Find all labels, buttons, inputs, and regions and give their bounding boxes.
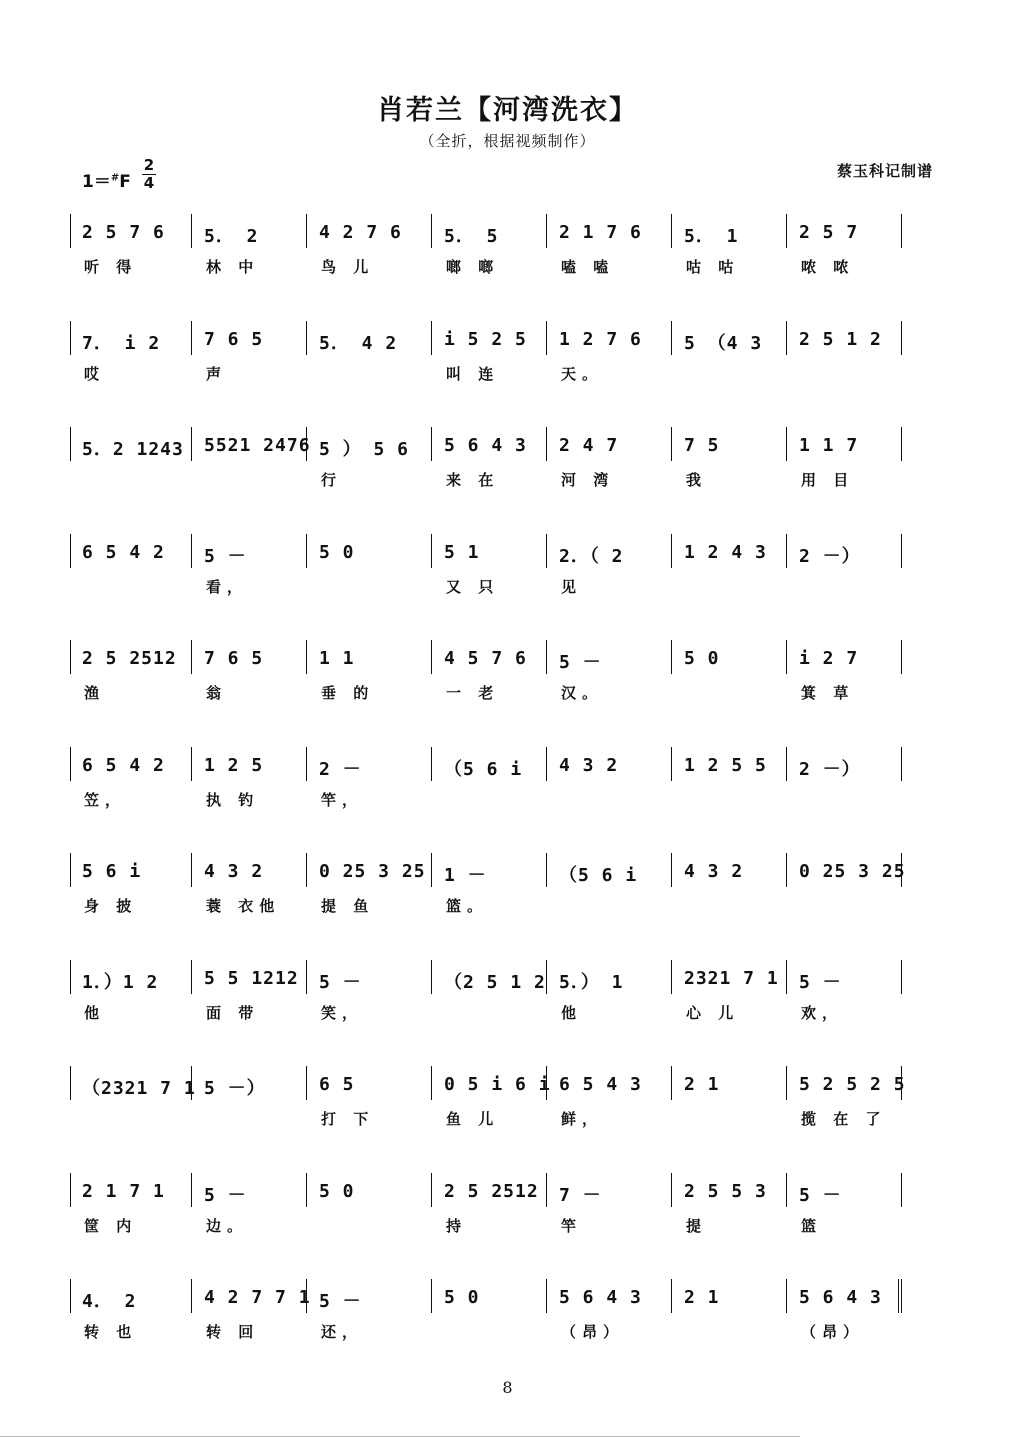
measure-notes: 1．）1 2 [82, 971, 159, 993]
measure-notes: 7 － [559, 1184, 602, 1206]
staff-line [70, 413, 945, 493]
measure-notes: 5 － [204, 545, 247, 567]
measure-notes: 1 － [444, 865, 487, 886]
measure [307, 960, 432, 1020]
measure-lyrics: 一 老 [446, 684, 500, 702]
measure-notes: 2 4 7 [559, 435, 619, 456]
measure [307, 1173, 432, 1233]
measure-notes: 1 2 7 6 [559, 328, 642, 350]
measure-lyrics: 箕 草 [801, 684, 855, 702]
measure [432, 640, 547, 700]
measure [307, 1066, 432, 1126]
staff-line [70, 307, 945, 387]
measure-notes: 5 － [799, 1184, 842, 1206]
measure [192, 214, 307, 274]
measure [192, 960, 307, 1020]
staff-line [70, 733, 945, 813]
measure-lyrics: 来 在 [446, 471, 500, 489]
measure-notes: i 5 2 5 [444, 328, 527, 350]
measure [307, 427, 432, 487]
staff-line [70, 520, 945, 600]
measure-lyrics: 鸟 儿 [321, 258, 375, 276]
barline [901, 960, 902, 994]
measure [432, 853, 547, 913]
measure-notes: 5．2 1243 [82, 439, 184, 460]
measure-notes: 4 2 7 7 1 [204, 1287, 311, 1308]
measure-notes: 2 －） [799, 545, 861, 567]
barline [901, 214, 902, 248]
measure-lyrics: 听 得 [84, 258, 138, 276]
measure-notes: 6 5 4 2 [82, 541, 165, 563]
measure-lyrics: 他 [84, 1003, 106, 1022]
measure-notes: 1 2 5 [204, 754, 264, 776]
measure-lyrics: 见 [561, 577, 583, 596]
measure [672, 853, 787, 913]
measure [432, 1279, 547, 1339]
measure-lyrics: 提 [686, 1216, 708, 1235]
measure-notes: 7． i 2 [82, 332, 161, 354]
measure [787, 640, 902, 700]
measure [307, 853, 432, 913]
measure [192, 640, 307, 700]
measure-lyrics: 篮。 [446, 897, 489, 915]
measure-lyrics: 提 鱼 [321, 897, 375, 915]
measure-notes: 4 3 2 [559, 754, 619, 776]
measure-notes: 5 6 i [82, 861, 142, 882]
barline [901, 427, 902, 461]
measure [547, 1066, 672, 1126]
measure-lyrics: 打 下 [321, 1110, 375, 1128]
measure-lyrics: 他 [561, 1003, 583, 1022]
measure-notes: （2 5 1 2 [444, 971, 546, 993]
measure-lyrics: 筐 内 [84, 1216, 138, 1235]
measure-lyrics: 啷 啷 [446, 258, 500, 276]
staff-line [70, 1265, 945, 1345]
measure-notes: 2 － [319, 758, 362, 780]
measure [672, 1066, 787, 1126]
measure [307, 640, 432, 700]
measure-notes: 1 2 4 3 [684, 541, 767, 563]
measure-lyrics: 哝 哝 [801, 258, 855, 276]
measure-notes: i 2 7 [799, 648, 859, 669]
measure [192, 1279, 311, 1341]
measure [547, 853, 672, 913]
measure-notes: 5 － [319, 971, 362, 993]
measure [307, 747, 432, 807]
measure [672, 427, 787, 487]
measure [672, 214, 787, 274]
measure [70, 747, 192, 807]
measure [70, 534, 192, 594]
measure-notes: 1 1 [319, 648, 355, 669]
measure-notes: 5 0 [444, 1287, 480, 1308]
measure-notes: 4． 2 [82, 1291, 137, 1312]
measure-notes: 5 6 4 3 [799, 1287, 882, 1308]
measure [672, 640, 787, 700]
measure [192, 427, 311, 487]
measure-notes: 0 25 3 25 [319, 861, 426, 882]
measure-notes: 5 － [799, 971, 842, 993]
measure-notes: 5 （4 3 [684, 332, 763, 354]
measure [192, 1066, 307, 1126]
measure-lyrics: 竿 [561, 1216, 583, 1235]
score-subtitle: （全折，根据视频制作） [419, 132, 596, 150]
measure-lyrics: 垂 的 [321, 684, 375, 702]
measure [70, 427, 192, 487]
measure [432, 214, 547, 274]
score-title: 肖若兰【河湾洗衣】 [377, 95, 638, 126]
measure-notes: 6 5 [319, 1074, 355, 1095]
measure-lyrics: 翁 [206, 684, 228, 702]
measure-notes: 2 5 5 3 [684, 1180, 767, 1202]
measure-notes: 2 －） [799, 758, 861, 780]
measure [547, 747, 672, 807]
measure [432, 960, 547, 1020]
staff-line [70, 1052, 945, 1132]
staff-line [70, 839, 945, 919]
measure-notes: 5 － [204, 1184, 247, 1206]
measure-lyrics: 蓑 衣他 [206, 897, 281, 915]
measure-notes: 5． 4 2 [319, 332, 398, 354]
measure-lyrics: 咕 咕 [686, 258, 740, 276]
meter-bottom: 4 [143, 174, 155, 192]
measure [70, 1279, 192, 1339]
measure-notes: 2 5 1 2 [799, 328, 882, 350]
measure-lyrics: 渔 [84, 684, 106, 702]
measure [787, 214, 902, 274]
measure-lyrics: 哎 [84, 364, 106, 383]
measure [672, 1279, 787, 1339]
measure-lyrics: 又 只 [446, 577, 500, 596]
measure-lyrics: 汉。 [561, 684, 604, 702]
measure-lyrics: 声 [206, 364, 228, 383]
measure [787, 960, 902, 1020]
measure-lyrics: 篮 [801, 1216, 823, 1235]
measure-lyrics: （昂） [561, 1323, 625, 1341]
measure [307, 534, 432, 594]
measure-notes: 2 5 2512 [444, 1180, 539, 1202]
measure-notes: 4 2 7 6 [319, 222, 402, 243]
measure-notes: 5 － [319, 1291, 362, 1312]
measure-notes: 5．） 1 [559, 971, 624, 993]
measure-notes: （5 6 i [559, 865, 638, 886]
measure [787, 1066, 906, 1128]
measure-lyrics: 竿， [321, 790, 364, 809]
bottom-rule [0, 1436, 800, 1437]
measure-lyrics: 揽 在 了 [801, 1110, 887, 1128]
measure-lyrics: （昂） [801, 1323, 865, 1341]
measure-notes: 2 1 [684, 1287, 720, 1308]
measure-notes: 5 6 4 3 [444, 435, 527, 456]
staff-line [70, 1159, 945, 1239]
measure [70, 853, 192, 913]
barline [901, 853, 902, 887]
measure-lyrics: 看， [206, 577, 249, 596]
measure-notes: 5 － [559, 652, 602, 673]
measure [192, 853, 307, 913]
measure [547, 1279, 672, 1339]
measure [192, 321, 307, 381]
measure-notes: 4 3 2 [684, 861, 744, 882]
measure-notes: 5 0 [319, 1180, 355, 1202]
measure-lyrics: 还， [321, 1323, 364, 1341]
measure [547, 960, 672, 1020]
measure [70, 321, 192, 381]
measure-lyrics: 我 [686, 471, 708, 489]
key-prefix: 1＝ [82, 172, 111, 192]
barline [901, 534, 902, 568]
measure [70, 1173, 192, 1233]
measure-lyrics: 嗑 嗑 [561, 258, 615, 276]
measure [432, 534, 547, 594]
measure [432, 321, 547, 381]
page-number: 8 [502, 1378, 513, 1397]
measure-lyrics: 面 带 [206, 1003, 260, 1022]
measure-lyrics: 鱼 儿 [446, 1110, 500, 1128]
measure-notes: 5 1 [444, 541, 480, 563]
measure-lyrics: 转 也 [84, 1323, 138, 1341]
measure-lyrics: 鲜， [561, 1110, 604, 1128]
measure [432, 747, 547, 807]
measure-notes: 7 6 5 [204, 648, 264, 669]
measure-notes: 5 2 5 2 5 [799, 1074, 906, 1095]
measure-notes: 4 3 2 [204, 861, 264, 882]
measure-lyrics: 天。 [561, 364, 604, 383]
measure [432, 427, 547, 487]
measure-notes: 5． 1 [684, 226, 739, 247]
staff-line [70, 200, 945, 280]
measure-notes: 2．（ 2 [559, 545, 624, 567]
measure [307, 1279, 432, 1339]
barline [901, 640, 902, 674]
measure-notes: 2 5 2512 [82, 648, 177, 669]
measure-notes: 7 6 5 [204, 328, 264, 350]
meter-top: 2 [143, 156, 155, 174]
measure-lyrics: 持 [446, 1216, 468, 1235]
measure-lyrics: 笠， [84, 790, 127, 809]
key-signature [82, 167, 131, 192]
measure-lyrics: 行 [321, 471, 343, 489]
measure-lyrics: 身 披 [84, 897, 138, 915]
measure [547, 1173, 672, 1233]
measure-lyrics: 欢， [801, 1003, 844, 1022]
measure [547, 534, 672, 594]
measure [70, 960, 192, 1020]
barline [901, 1173, 902, 1207]
barline [901, 747, 902, 781]
measure-notes: 5． 2 [204, 226, 259, 247]
barline [901, 1066, 902, 1100]
measure [672, 747, 787, 807]
measure-notes: 2 5 7 [799, 222, 859, 243]
measure-notes: 6 5 4 2 [82, 754, 165, 776]
measure-notes: 5 －） [204, 1078, 266, 1099]
measure-notes: 2 1 [684, 1074, 720, 1095]
measure-notes: 5 5 1212 [204, 967, 299, 989]
measure-notes: 5 0 [319, 541, 355, 563]
staff-line [70, 946, 945, 1026]
measure-notes: 0 25 3 25 [799, 861, 906, 882]
measure [672, 534, 787, 594]
measure-notes: 5 ） 5 6 [319, 439, 410, 460]
measure [432, 1173, 547, 1233]
barline [901, 321, 902, 355]
measure [787, 747, 902, 807]
measure [672, 1173, 787, 1233]
measure-lyrics: 心 儿 [686, 1003, 740, 1022]
key-note: F [119, 172, 131, 192]
measure [787, 853, 906, 913]
measure-notes: 5 0 [684, 648, 720, 669]
measure [307, 214, 432, 274]
measure [70, 214, 192, 274]
measure-notes: （2321 7 1 [82, 1078, 196, 1099]
measure-lyrics: 河 湾 [561, 471, 615, 489]
measure-notes: 0 5 i 6 i [444, 1074, 551, 1095]
measure [547, 427, 672, 487]
measure-notes: 1 1 7 [799, 435, 859, 456]
measure-lyrics: 叫 连 [446, 364, 500, 383]
measure [787, 1173, 902, 1233]
key-sharp: # [110, 172, 120, 184]
measure-notes: 6 5 4 3 [559, 1074, 642, 1095]
measure [307, 321, 432, 381]
measure-notes: 5 6 4 3 [559, 1287, 642, 1308]
staff-line [70, 626, 945, 706]
measure [787, 321, 902, 381]
score-author: 蔡玉科记制谱 [836, 162, 933, 180]
measure [432, 1066, 551, 1128]
measure-notes: 4 5 7 6 [444, 648, 527, 669]
measure-notes: 2321 7 1 [684, 967, 779, 989]
measure-lyrics: 边。 [206, 1216, 249, 1235]
measure [547, 214, 672, 274]
measure-lyrics: 林 中 [206, 258, 260, 276]
measure [787, 1279, 902, 1339]
measure [787, 427, 902, 487]
measure-notes: 2 1 7 1 [82, 1180, 165, 1202]
measure [70, 1066, 196, 1126]
measure-notes: （5 6 i [444, 758, 523, 780]
measure [70, 640, 192, 700]
measure [192, 747, 307, 807]
measure-lyrics: 笑， [321, 1003, 364, 1022]
measure-notes: 2 1 7 6 [559, 222, 642, 243]
measure-notes: 1 2 5 5 [684, 754, 767, 776]
measure [787, 534, 902, 594]
measure [547, 321, 672, 381]
time-signature [142, 157, 156, 192]
measure [192, 1173, 307, 1233]
barline [898, 1279, 902, 1313]
measure [547, 640, 672, 700]
measure-notes: 2 5 7 6 [82, 222, 165, 243]
measure-notes: 7 5 [684, 435, 720, 456]
measure [192, 534, 307, 594]
measure-lyrics: 转 回 [206, 1323, 260, 1341]
measure-lyrics: 用 目 [801, 471, 855, 489]
measure [672, 960, 787, 1020]
measure-notes: 5521 2476 [204, 435, 311, 456]
measure-notes: 5． 5 [444, 226, 499, 247]
measure [672, 321, 787, 381]
measure-lyrics: 执 钓 [206, 790, 260, 809]
